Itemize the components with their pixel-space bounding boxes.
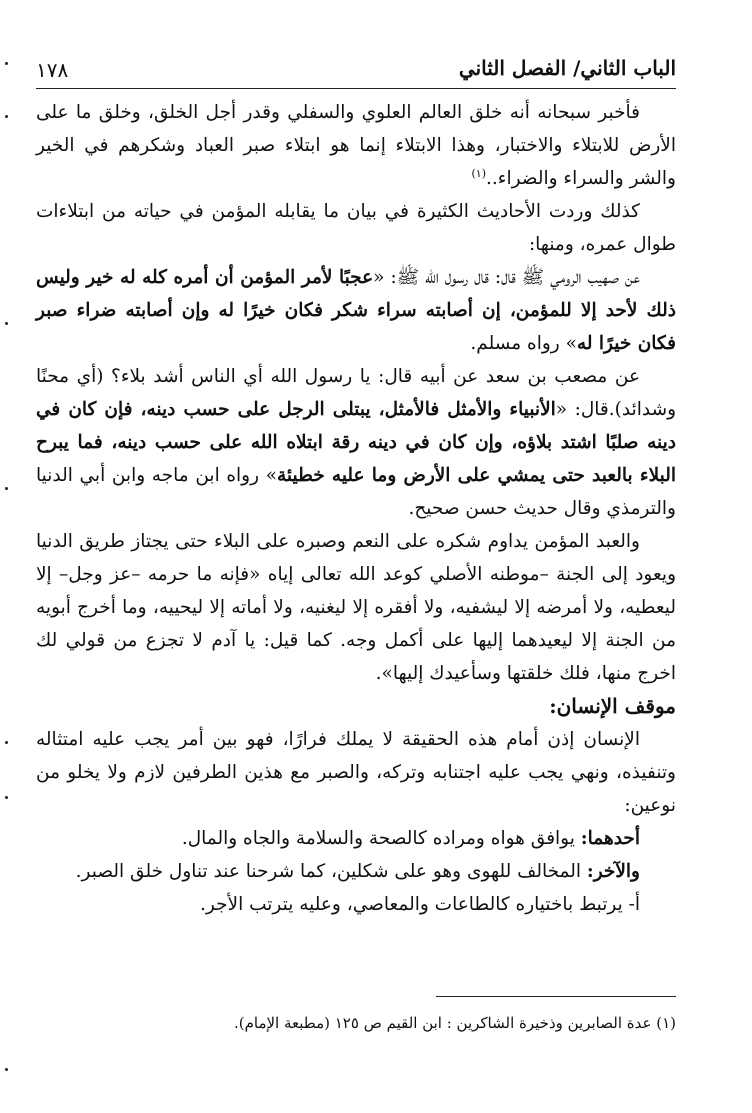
hadith-suhaib: عن صهيب الرومي ﷺ قال: قال رسول الله ﷺ: «عجبًا لأمر المؤمن أن أمره كله له خير وليس ذلك لأحد إلا للمؤمن، إن أصابته سراء شكر فكان خيرًا له وإن أصابته ضراء صبر فكان خيرًا له» رواه مسلم.	[36, 267, 676, 354]
hadith-musab: عن مصعب بن سعد عن أبيه قال: يا رسول الله أي الناس أشد بلاء؟ (أي محنًا وشدائد).قال: «الأنبياء والأمثل فالأمثل، يبتلى الرجل على حسب دينه، فإن كان في دينه صلبًا اشتد بلاؤه، وإن كان في دينه رقة ابتلاه الله على حسب دينه، فما يبرح البلاء بالعبد حتى يمشي على الأرض وما عليه خطيئة» رواه ابن ماجه وابن أبي الدنيا والترمذي وقال حديث حسن صحيح.	[36, 366, 676, 519]
list-item: أ- يرتبط باختياره كالطاعات والمعاصي، وعليه يترتب الأجر.	[200, 894, 640, 915]
hadith-text: الأنبياء والأمثل فالأمثل، يبتلى الرجل على حسب دينه، فإن كان في دينه صلبًا اشتد بلاؤه، وإن كان في دينه رقة ابتلاه الله على حسب دينه، فما يبرح البلاء بالعبد حتى يمشي على الأرض وما عليه خطيئة	[36, 399, 676, 486]
paragraph-1: فأخبر سبحانه أنه خلق العالم العلوي والسفلي وقدر أجل الخلق، وخلق ما على الأرض للابتلاء والاختبار، وهذا الابتلاء إنما هو ابتلاء صبر العباد وشكرهم في الخير والشر والسراء والضراء..$^{(١)}$	[36, 102, 676, 189]
scan-mark	[5, 741, 8, 744]
paragraph-2: كذلك وردت الأحاديث الكثيرة في بيان ما يقابله المؤمن في حياته من ابتلاءات طوال عمره، ومنها:	[36, 201, 676, 255]
list-item: أحدهما: يوافق هواه ومراده كالصحة والسلامة والجاه والمال.	[181, 828, 640, 849]
header-divider	[36, 88, 676, 89]
list-item: والآخر: المخالف للهوى وهو على شكلين، كما شرحنا عند تناول خلق الصبر.	[75, 861, 640, 882]
footnote: (١) عدة الصابرين وذخيرة الشاكرين : ابن القيم ص ١٢٥ (مطبعة الإمام).	[233, 1014, 676, 1032]
section-heading: موقف الإنسان:	[549, 694, 676, 718]
footnote-divider	[436, 996, 676, 997]
page-number: ١٧٨	[36, 58, 69, 82]
scan-mark	[5, 115, 8, 118]
page-header	[36, 56, 676, 90]
scan-mark	[5, 487, 8, 490]
footnote-marker: (١)	[471, 166, 486, 180]
paragraph-6: الإنسان إذن أمام هذه الحقيقة لا يملك فرارًا، فهو بين أمر يجب عليه امتثاله وتنفيذه، ونهي يجب عليه اجتنابه وتركه، والصبر مع هذين الطرفين لازم ولا يخلو من نوعين:	[36, 729, 676, 816]
scan-mark	[5, 322, 8, 325]
scan-mark	[5, 796, 8, 799]
running-title: الباب الثاني/ الفصل الثاني	[458, 56, 676, 80]
page-body	[36, 96, 676, 921]
hadith-text: عجبًا لأمر المؤمن أن أمره كله له خير وليس ذلك لأحد إلا للمؤمن، إن أصابته سراء شكر فكان خيرًا له وإن أصابته ضراء صبر فكان خيرًا له	[36, 267, 676, 354]
paragraph-5: والعبد المؤمن يداوم شكره على النعم وصبره على البلاء حتى يجتاز طريق الدنيا ويعود إلى الجنة –موطنه الأصلي كوعد الله تعالى إياه «فإنه ما حرمه –عز وجل– إلا ليعطيه، ولا أمرضه إلا ليشفيه، ولا أفقره إلا ليغنيه، ولا أماته إلا ليحييه، وما أخرج أبويه من الجنة إلا ليعيدهما إليها على أكمل وجه. كما قيل: يا آدم لا تجزع من قولي لك اخرج منها، فلك خلقتها وسأعيدك إليها».	[36, 531, 676, 684]
scan-mark	[5, 1068, 8, 1071]
scan-mark	[5, 62, 8, 65]
